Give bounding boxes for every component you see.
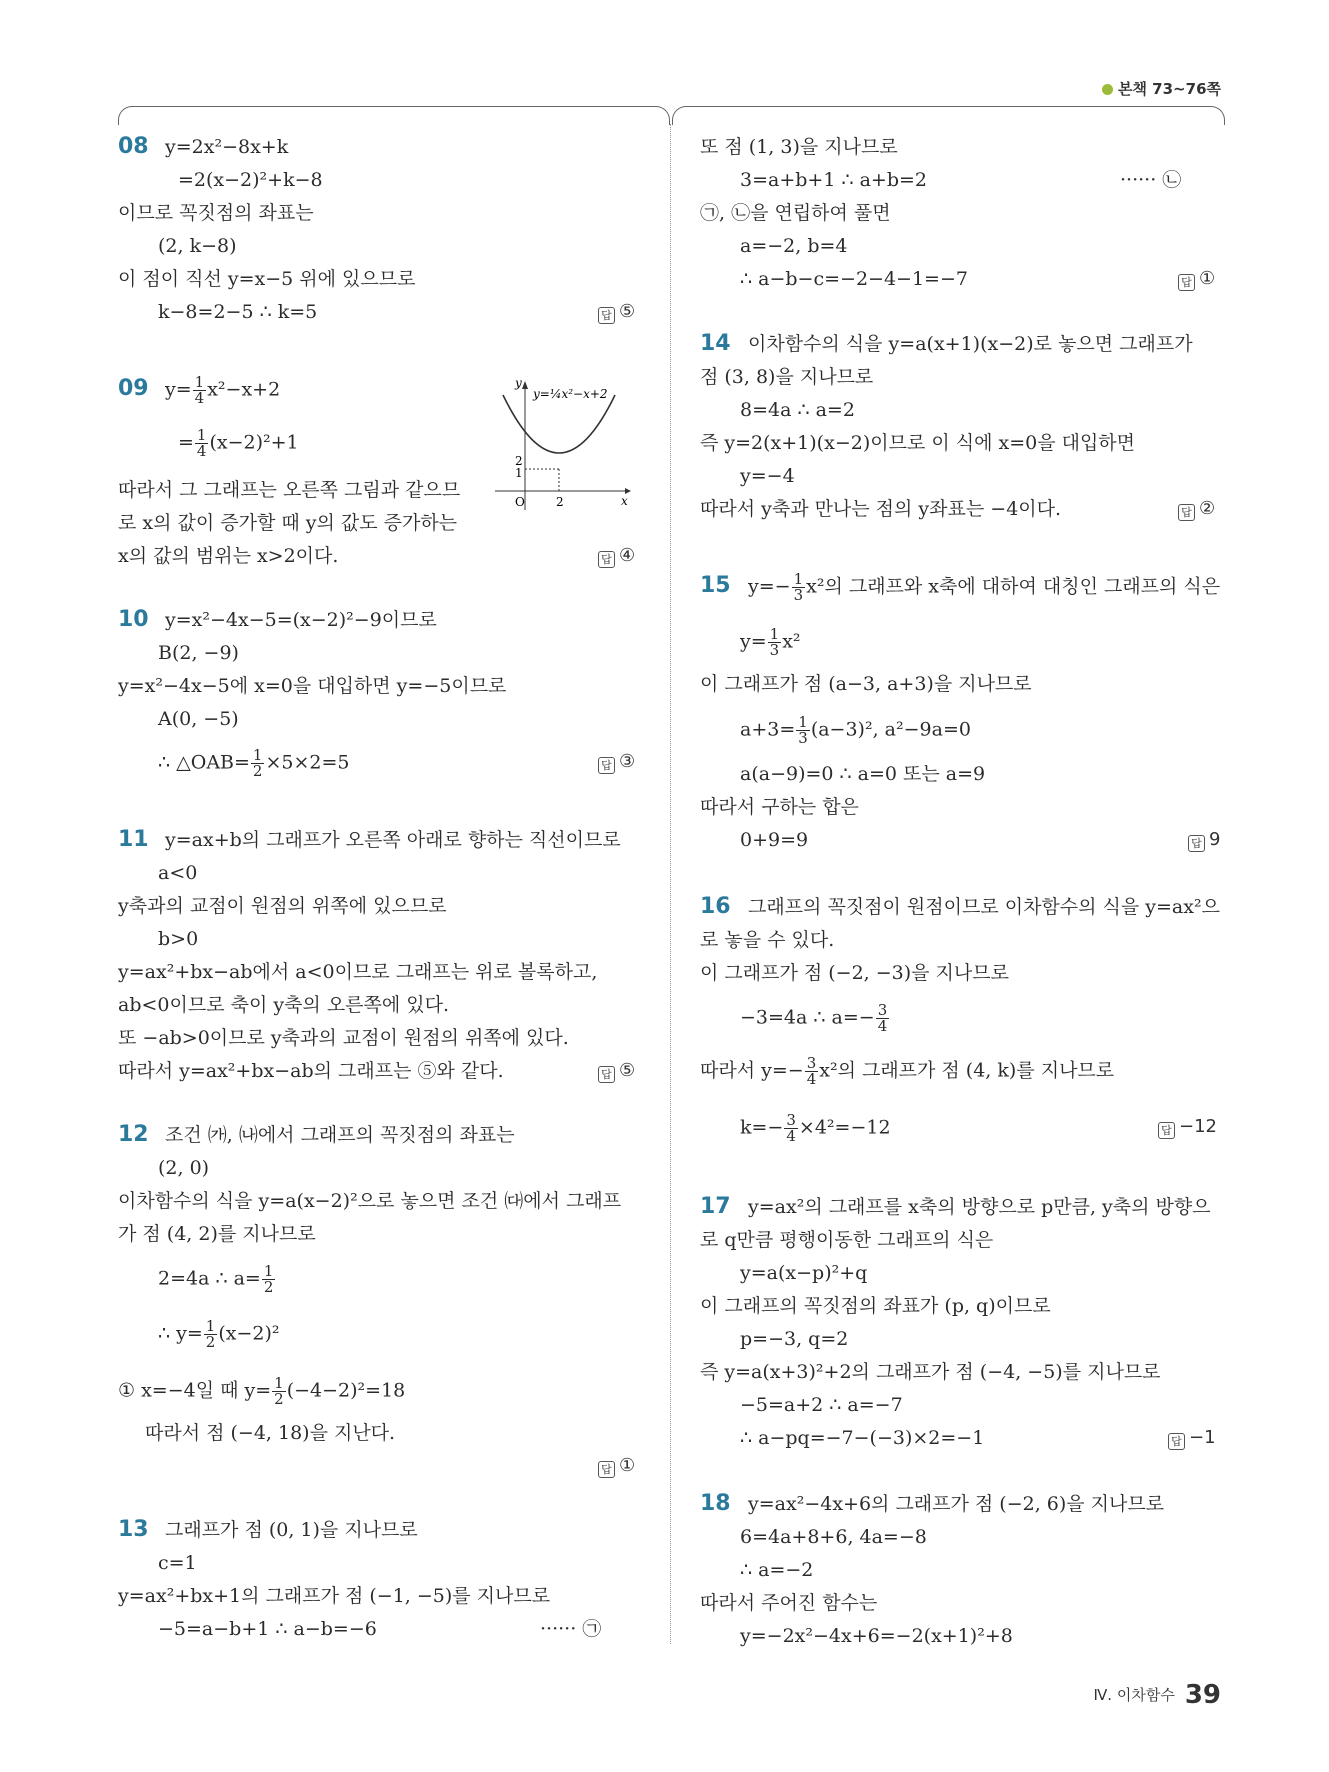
solution-line: ㉠, ㉡을 연립하여 풀면 xyxy=(700,202,891,224)
math-text: ∴ y= xyxy=(158,1322,203,1345)
answer-icon: 답 xyxy=(1168,1433,1185,1450)
numerator: 1 xyxy=(205,1317,216,1335)
answer-badge xyxy=(598,542,635,570)
solution-line: 또 −ab>0이므로 y축과의 교점이 원점의 위쪽에 있다. xyxy=(118,1027,569,1049)
math-text: k=− xyxy=(740,1116,784,1139)
page-range-label: 본책 73~76쪽 xyxy=(1117,80,1221,98)
answer-icon: 답 xyxy=(1158,1122,1175,1139)
solution-line: 가 점 (4, 2)를 지나므로 xyxy=(118,1223,316,1245)
answer-icon: 답 xyxy=(598,1066,615,1083)
solution-line: 이 그래프가 점 (−2, −3)을 지나므로 xyxy=(700,962,1009,984)
solution-line xyxy=(740,627,801,658)
x-tick-label: 2 xyxy=(556,495,564,509)
answer-badge xyxy=(1178,265,1215,293)
answer-value: −12 xyxy=(1179,1116,1217,1137)
math-text: y= xyxy=(165,378,192,401)
left-column-frame xyxy=(118,106,670,125)
solution-line xyxy=(165,375,280,406)
math-text: x²의 그래프가 점 (4, k)를 지나므로 xyxy=(819,1059,1115,1082)
solution-line: 이 점이 직선 y=x−5 위에 있으므로 xyxy=(118,268,416,290)
problem-number-10: 10 xyxy=(118,607,149,632)
solution-line: 로 놓을 수 있다. xyxy=(700,929,835,951)
parabola-curve xyxy=(503,395,615,453)
answer-value: ② xyxy=(1199,498,1216,519)
numerator: 1 xyxy=(252,746,263,764)
solution-line: A(0, −5) xyxy=(158,708,239,730)
math-text: −3=4a ∴ a=− xyxy=(740,1006,875,1029)
solution-line: b>0 xyxy=(158,928,199,950)
solution-line: y=−4 xyxy=(740,465,795,487)
solution-line xyxy=(158,1319,280,1350)
page-range-header xyxy=(1102,78,1221,99)
numerator: 1 xyxy=(793,570,804,588)
denominator: 2 xyxy=(263,1278,274,1296)
answer-icon: 답 xyxy=(598,307,615,324)
problem-number-13: 13 xyxy=(118,1517,149,1542)
math-text: x² xyxy=(782,630,801,653)
numerator: 1 xyxy=(196,426,207,444)
answer-value: ③ xyxy=(619,751,636,772)
solution-line xyxy=(740,1003,890,1034)
math-text: ∴ △OAB= xyxy=(158,751,250,774)
solution-line: p=−3, q=2 xyxy=(740,1328,849,1350)
solution-line: k−8=2−5 ∴ k=5 xyxy=(158,301,318,323)
answer-badge xyxy=(1168,1424,1216,1452)
numerator: 1 xyxy=(798,713,808,731)
math-text: x²−x+2 xyxy=(207,378,281,401)
numerator: 3 xyxy=(786,1111,796,1129)
solution-line: 즉 y=2(x+1)(x−2)이므로 이 식에 x=0을 대입하면 xyxy=(700,432,1136,454)
solution-line: 이 그래프가 점 (a−3, a+3)을 지나므로 xyxy=(700,673,1032,695)
answer-icon: 답 xyxy=(1188,835,1205,852)
solution-line: x의 값의 범위는 x>2이다. xyxy=(118,545,339,567)
answer-value: 9 xyxy=(1209,829,1221,850)
problem-number-11: 11 xyxy=(118,827,149,852)
curve-label: y=¼x²−x+2 xyxy=(533,387,608,401)
answer-icon: 답 xyxy=(598,551,615,568)
denominator: 2 xyxy=(205,1333,216,1351)
solution-line: 따라서 주어진 함수는 xyxy=(700,1592,878,1614)
math-text: y= xyxy=(740,630,767,653)
solution-line: 이차함수의 식을 y=a(x+1)(x−2)로 놓으면 그래프가 xyxy=(748,333,1193,355)
answer-value: ① xyxy=(1199,268,1216,289)
solution-line: y=ax²+bx−ab에서 a<0이므로 그래프는 위로 볼록하고, xyxy=(118,961,598,983)
solution-line: a=−2, b=4 xyxy=(740,235,848,257)
solution-line: 따라서 y축과 만나는 점의 y좌표는 −4이다. xyxy=(700,498,1062,520)
numerator: 3 xyxy=(806,1054,817,1072)
solution-line: y=x²−4x−5에 x=0을 대입하면 y=−5이므로 xyxy=(118,675,507,697)
solution-line xyxy=(178,428,299,459)
solution-line: 따라서 그 그래프는 오른쪽 그림과 같으므 xyxy=(118,479,461,501)
problem-number-17: 17 xyxy=(700,1194,731,1219)
fraction xyxy=(768,627,782,658)
solution-line: 따라서 점 (−4, 18)을 지난다. xyxy=(145,1422,396,1444)
math-text: (x−2)² xyxy=(218,1322,280,1345)
solution-line: ∴ a−pq=−7−(−3)×2=−1 xyxy=(740,1427,985,1449)
denominator: 4 xyxy=(786,1127,796,1145)
math-text: a+3= xyxy=(740,718,796,741)
solution-line: 8=4a ∴ a=2 xyxy=(740,399,855,421)
math-text: (−4−2)²=18 xyxy=(286,1379,406,1402)
column-divider xyxy=(670,124,671,1644)
solution-line: y=ax+b의 그래프가 오른쪽 아래로 향하는 직선이므로 xyxy=(165,829,621,851)
solution-line: ∴ a−b−c=−2−4−1=−7 xyxy=(740,268,968,290)
denominator: 3 xyxy=(769,641,780,659)
answer-value: ⑤ xyxy=(619,301,636,322)
page-number: 39 xyxy=(1184,1680,1221,1710)
answer-badge xyxy=(598,1452,635,1480)
equation-tag: ······ ㉡ xyxy=(1120,169,1182,191)
math-text: y=− xyxy=(748,575,791,598)
denominator: 4 xyxy=(194,389,205,407)
denominator: 3 xyxy=(793,586,804,604)
bullet-dot-icon xyxy=(1102,84,1113,95)
fraction xyxy=(784,1113,798,1144)
fraction xyxy=(272,1376,286,1407)
solution-line: 그래프가 점 (0, 1)을 지나므로 xyxy=(165,1519,418,1541)
solution-line xyxy=(158,748,350,779)
denominator: 4 xyxy=(196,442,207,460)
math-text: ① x=−4일 때 y= xyxy=(118,1379,272,1402)
solution-line: c=1 xyxy=(158,1552,197,1574)
y-tick-label-1: 1 xyxy=(515,466,523,480)
solution-line: y축과의 교점이 원점의 위쪽에 있으므로 xyxy=(118,895,447,917)
solution-line: y=ax²+bx+1의 그래프가 점 (−1, −5)를 지나므로 xyxy=(118,1585,551,1607)
solution-line: a(a−9)=0 ∴ a=0 또는 a=9 xyxy=(740,763,986,785)
fraction xyxy=(251,748,265,779)
numerator: 1 xyxy=(194,373,205,391)
solution-line: 6=4a+8+6, 4a=−8 xyxy=(740,1526,927,1548)
numerator: 1 xyxy=(769,625,780,643)
problem-number-14: 14 xyxy=(700,331,731,356)
solution-line: 조건 ㈎, ㈏에서 그래프의 꼭짓점의 좌표는 xyxy=(165,1124,515,1146)
solution-line: 로 x의 값이 증가할 때 y의 값도 증가하는 xyxy=(118,512,458,534)
solution-line: 즉 y=a(x+3)²+2의 그래프가 점 (−4, −5)를 지나므로 xyxy=(700,1361,1161,1383)
fraction xyxy=(262,1264,276,1295)
solution-line: 이차함수의 식을 y=a(x−2)²으로 놓으면 조건 ㈐에서 그래프 xyxy=(118,1190,622,1212)
solution-line: a<0 xyxy=(158,862,198,884)
solution-line: −5=a−b+1 ∴ a−b=−6 xyxy=(158,1618,377,1640)
answer-icon: 답 xyxy=(1178,274,1195,291)
solution-line: 따라서 구하는 합은 xyxy=(700,796,859,818)
origin-label: O xyxy=(515,495,525,509)
answer-badge xyxy=(1188,826,1220,854)
solution-line: 이므로 꼭짓점의 좌표는 xyxy=(118,202,314,224)
answer-icon: 답 xyxy=(1178,504,1195,521)
solution-line xyxy=(740,1113,891,1144)
solution-line: (2, 0) xyxy=(158,1157,210,1179)
solution-line: ∴ a=−2 xyxy=(740,1559,814,1581)
solution-line: y=ax²의 그래프를 x축의 방향으로 p만큼, y축의 방향으 xyxy=(748,1196,1211,1218)
math-text: x²의 그래프와 x축에 대하여 대칭인 그래프의 식은 xyxy=(806,575,1221,598)
solution-line: y=a(x−p)²+q xyxy=(740,1262,868,1284)
solution-line: 로 q만큼 평행이동한 그래프의 식은 xyxy=(700,1229,994,1251)
denominator: 3 xyxy=(798,729,808,747)
page-footer xyxy=(1093,1680,1221,1710)
y-axis-label: y xyxy=(515,376,522,390)
problem-number-09: 09 xyxy=(118,376,149,401)
math-text: (x−2)²+1 xyxy=(209,431,299,454)
answer-value: ⑤ xyxy=(619,1060,636,1081)
solution-line: 그래프의 꼭짓점이 원점이므로 이차함수의 식을 y=ax²으 xyxy=(748,896,1220,918)
numerator: 1 xyxy=(274,1374,284,1392)
solution-line: −5=a+2 ∴ a=−7 xyxy=(740,1394,903,1416)
answer-value: ① xyxy=(619,1455,636,1476)
answer-badge xyxy=(1158,1113,1217,1141)
math-text: 따라서 y=− xyxy=(700,1059,804,1082)
solution-line: 따라서 y=ax²+bx−ab의 그래프는 ⑤와 같다. xyxy=(118,1060,504,1082)
solution-line: (2, k−8) xyxy=(158,235,237,257)
problem-number-12: 12 xyxy=(118,1122,149,1147)
answer-icon: 답 xyxy=(598,1461,615,1478)
answer-value: ④ xyxy=(619,545,636,566)
numerator: 3 xyxy=(877,1001,888,1019)
math-text: ×5×2=5 xyxy=(265,751,350,774)
solution-line: 또 점 (1, 3)을 지나므로 xyxy=(700,136,898,158)
numerator: 1 xyxy=(263,1262,274,1280)
math-text: (a−3)², a²−9a=0 xyxy=(810,718,971,741)
fraction xyxy=(204,1319,218,1350)
solution-line xyxy=(748,572,1220,603)
denominator: 4 xyxy=(806,1070,817,1088)
solution-line: B(2, −9) xyxy=(158,642,239,664)
answer-value: −1 xyxy=(1189,1427,1216,1448)
solution-line: ab<0이므로 축이 y축의 오른쪽에 있다. xyxy=(118,994,450,1016)
answer-badge xyxy=(598,748,635,776)
solution-line: y=−2x²−4x+6=−2(x+1)²+8 xyxy=(740,1625,1013,1647)
right-column-frame xyxy=(672,106,1225,125)
fraction xyxy=(805,1056,819,1087)
solution-line: 점 (3, 8)을 지나므로 xyxy=(700,366,874,388)
math-text: 2=4a ∴ a= xyxy=(158,1267,261,1290)
parabola-graph xyxy=(495,375,645,510)
solution-line: y=2x²−8x+k xyxy=(165,136,289,158)
equation-tag: ······ ㉠ xyxy=(540,1618,602,1640)
solution-line: 3=a+b+1 ∴ a+b=2 xyxy=(740,169,928,191)
problem-number-18: 18 xyxy=(700,1491,731,1516)
problem-number-15: 15 xyxy=(700,573,731,598)
fraction xyxy=(796,715,810,746)
solution-line: y=ax²−4x+6의 그래프가 점 (−2, 6)을 지나므로 xyxy=(748,1493,1165,1515)
answer-icon: 답 xyxy=(598,757,615,774)
answer-badge xyxy=(598,1057,635,1085)
problem-number-16: 16 xyxy=(700,894,731,919)
denominator: 2 xyxy=(274,1390,284,1408)
problem-number-08: 08 xyxy=(118,134,149,159)
solution-line xyxy=(700,1056,1114,1087)
solution-line: =2(x−2)²+k−8 xyxy=(178,169,323,191)
solution-line xyxy=(740,715,971,746)
solution-line: 이 그래프의 꼭짓점의 좌표가 (p, q)이므로 xyxy=(700,1295,1051,1317)
fraction xyxy=(876,1003,890,1034)
y-tick-label-2: 2 xyxy=(515,454,523,468)
answer-badge xyxy=(598,298,635,326)
fraction xyxy=(792,572,806,603)
math-text: ×4²=−12 xyxy=(798,1116,891,1139)
solution-line xyxy=(118,1376,405,1407)
y-axis-arrow-icon xyxy=(522,381,528,389)
section-label: Ⅳ. 이차함수 xyxy=(1093,1686,1175,1704)
fraction xyxy=(193,375,207,406)
denominator: 4 xyxy=(877,1017,888,1035)
math-text: = xyxy=(178,431,194,454)
answer-badge xyxy=(1178,495,1215,523)
fraction xyxy=(195,428,209,459)
denominator: 2 xyxy=(252,762,263,780)
solution-line: y=x²−4x−5=(x−2)²−9이므로 xyxy=(165,609,437,631)
solution-line xyxy=(158,1264,276,1295)
x-axis-label: x xyxy=(621,494,628,508)
solution-line: 0+9=9 xyxy=(740,829,809,851)
